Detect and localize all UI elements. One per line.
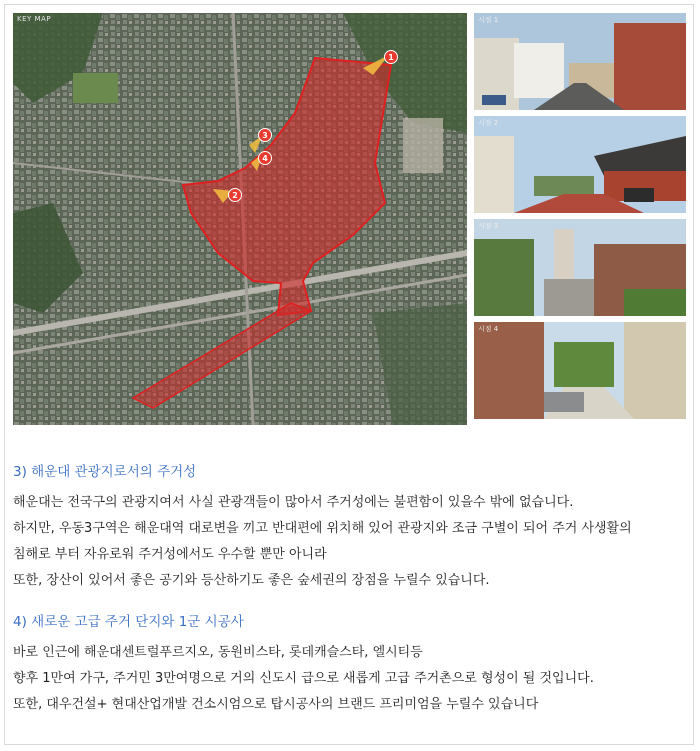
photo-caption-4: 시점 4 (478, 325, 499, 333)
street-photo-3 (474, 219, 686, 316)
viewpoint-photo-2 (474, 116, 686, 213)
viewpoint-marker-2: 2 (228, 188, 242, 202)
section-3-line-4: 또한, 장산이 있어서 좋은 공기와 등산하기도 좋은 숲세권의 장점을 누릴수 있습니다. (13, 573, 490, 588)
map-label: KEY MAP (17, 15, 52, 23)
key-map-image (13, 13, 467, 425)
viewpoint-marker-4: 4 (258, 151, 272, 165)
photo-caption-3: 시점 3 (478, 222, 499, 230)
viewpoint-marker-3: 3 (258, 128, 272, 142)
section-4-heading: 4) 새로운 고급 주거 단지와 1군 시공사 (13, 614, 244, 630)
section-3-heading: 3) 해운대 관광지로서의 주거성 (13, 464, 197, 480)
section-3-line-1: 해운대는 전국구의 관광지여서 사실 관광객들이 많아서 주거성에는 불편함이 있을수 밖에 없습니다. (13, 495, 574, 510)
viewpoint-photo-1 (474, 13, 686, 110)
street-photo-4 (474, 322, 686, 419)
viewpoint-marker-1: 1 (384, 50, 398, 64)
viewpoint-photo-column (474, 13, 686, 425)
street-photo-1 (474, 13, 686, 110)
article-text (13, 462, 687, 718)
aerial-map (13, 13, 467, 425)
section-4-line-2: 향후 1만여 가구, 주거민 3만여명으로 거의 신도시 급으로 새롭게 고급 주거촌으로 형성이 될 것입니다. (13, 671, 594, 686)
section-3-line-3: 침해로 부터 자유로워 주거성에서도 우수할 뿐만 아니라 (13, 547, 327, 562)
section-4-line-1: 바로 인근에 해운대센트럴푸르지오, 동원비스타, 롯데캐슬스타, 엘시티등 (13, 645, 423, 660)
street-photo-2 (474, 116, 686, 213)
section-3-line-2: 하지만, 우동3구역은 해운대역 대로변을 끼고 반대편에 위치해 있어 관광지와 조금 구별이 되어 주거 사생활의 (13, 521, 632, 536)
viewpoint-photo-3 (474, 219, 686, 316)
section-4-line-3: 또한, 대우건설+ 현대산업개발 건소시엄으로 탑시공사의 브랜드 프리미엄을 누릴수 있습니다 (13, 697, 539, 712)
photo-caption-1: 시점 1 (478, 16, 499, 24)
viewpoint-photo-4 (474, 322, 686, 419)
photo-caption-2: 시점 2 (478, 119, 499, 127)
